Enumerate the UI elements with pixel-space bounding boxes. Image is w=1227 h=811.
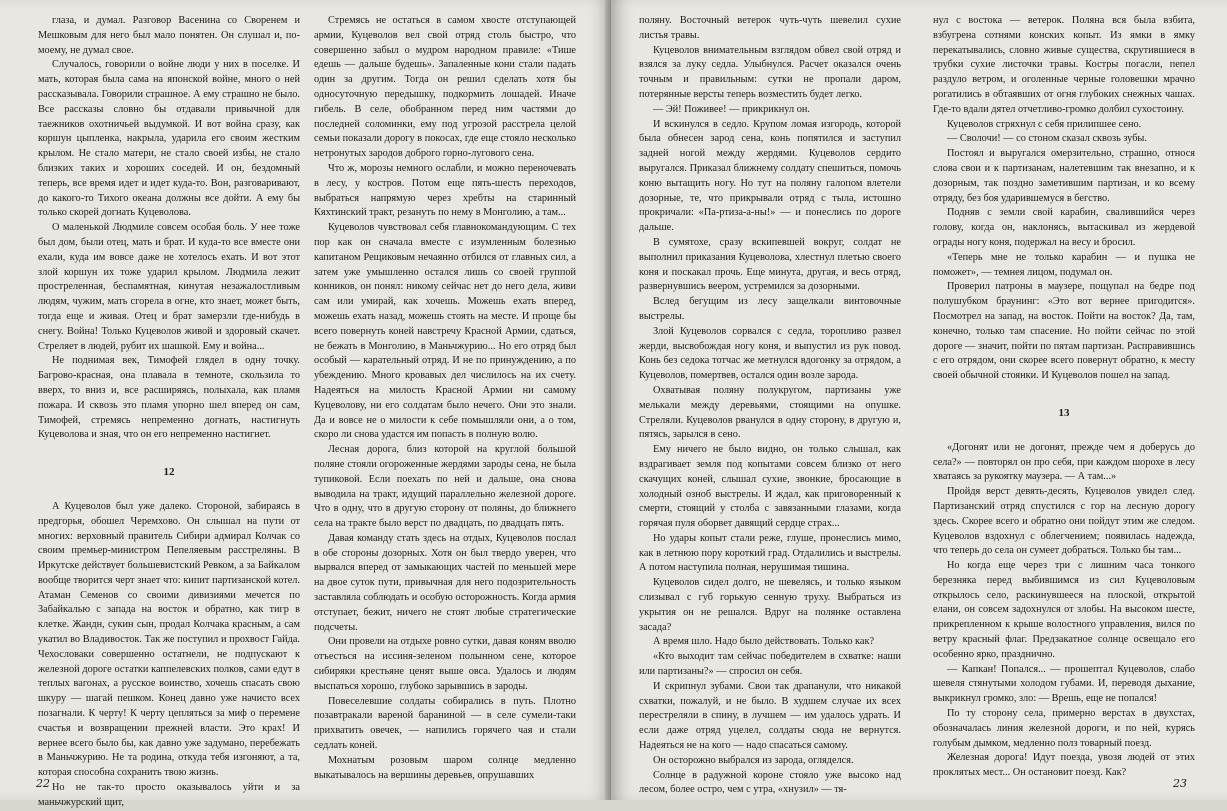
paragraph: Мохнатым розовым шаром солнце медленно выкатывалось на вершины деревьев, опрушавших (314, 754, 576, 781)
paragraph: Железная дорога! Идут поезда, увозя людей от этих проклятых мест... Он остановит поезд. Как? (933, 752, 1195, 779)
paragraph: Куцеволов внимательным взглядом обвел свой отряд и взялся за луку седла. Улыбнулся. Расчет оказался очень точным и правильным: сутки не пропали даром, потерянные версты теперь возместить будет легко. (639, 44, 901, 100)
paragraph: О маленькой Людмиле совсем особая боль. У нее тоже был дом, были отец, мать и брат. И куда-то все вместе они ехали, куда им вовсе даже не хотелось ехать. И вот этот злой коршун их тоже ударил крылом. Людмила лежит простреленная, беспамятная, кинутая незажалостливым людям, чужим, мать сгорела в огне, кто знает, может быть, тогда еще и живая. Отец и брат замерзли где-нибудь в снегу. Война! Только Куцеволов живой и здоровый скачет. Стреляет в людей, рубит их шашкой. Ему и война... (38, 222, 300, 352)
paragraph: И вскинулся в седло. Крупом ломая изгородь, которой была обнесен зарод сена, конь попятился и заступил задней ногой между жердями. Куцеволов сердито выругался. Приказал ближнему солдату спешиться, помочь коню вытащить ногу. Но тут на поляну галопом влетели дозорные, те, что прикрывали отряд с тыла, истошно прокричали: «Па-ртиза-а-ны!» — и понеслись по дороге дальше. (639, 118, 901, 234)
chapter-number: 12 (163, 466, 175, 479)
chapter-number: 13 (1058, 406, 1070, 419)
paragraph: нул с востока — ветерок. Поляна вся была взбита, взбугрена сотнями конских копыт. Из ямки в ямку перекатывались, словно живые существа, скрутившиеся в трубки сухие листочки травы. Костры погасли, пепел раздуло ветром, и оголенные черные головешки мрачно рогатились в обтаявших от огня глубоких снежных чашах. Где-то вдали дятел отчетливо-громко долбил сухостоину. (933, 15, 1195, 115)
paragraph: Давая команду стать здесь на отдых, Куцеволов послал в обе стороны дозорных. Хотя он был твердо уверен, что вырвался вперед от замыкающих частей по меньшей мере на двое суток пути, привычная для него подозрительность заставляла соблюдать и особую осторожность. Когда армия отступает, бежит, ничего не стоят любые стратегические подсчеты. (314, 532, 576, 633)
paragraph: поляну. Восточный ветерок чуть-чуть шевелил сухие листья травы. (639, 15, 901, 41)
paragraph: Стремясь не остаться в самом хвосте отступающей армии, Куцеволов вел свой отряд столь быстро, что совершенно забыл о мудром народном правиле: «Тише едешь — дальше будешь». Запаленные кони стали падать один за другим. Тогда он решил сделать хотя бы односуточную передышку, подкормить лошадей. Иначе гибель. В селе, обобранном перед ним частями до последней соломинки, ему под угрозой расстрела целой семьи показали дорогу в покосах, где еще стояло несколько нетронутых зародов доброго горно-лугового сена. (314, 15, 576, 160)
paragraph: — Сволочи! — со стоном сказал сквозь зубы. (947, 133, 1147, 145)
paragraph: — Эй! Поживее! — прикрикнул он. (653, 103, 810, 115)
paragraph: Пройдя верст девять-десять, Куцеволов увидел след. Партизанский отряд спустился с гор на лесную дорогу здесь. Скорее всего и обратно они пойдут этим же следом. Куцеволов вздохнул с облегчением; появилась надежда, что теперь до села он сумеет добраться. Только бы там... (933, 486, 1195, 557)
paragraph: По ту сторону села, примерно верстах в двухстах, обозначалась линия железной дороги, и по ней, курясь голубым дымком, медленно полз товарный поезд. (933, 708, 1195, 749)
paragraph: «Кто выходит там сейчас победителем в схватке: наши или партизаны?» — спросил он себя. (639, 651, 901, 678)
page-number-left: 22 (36, 777, 50, 790)
paragraph: А Куцеволов был уже далеко. Стороной, забираясь в предгорья, обошел Черемхово. Он слышал на пути от многих: верховный правитель Сибири адмирал Колчак со своим премьер-министром Пепеляевым расстреляны. В Иркутске действует большевистский Ревком, а за Байкалом вообще творится черт знает что: кипит партизанской котел. Атаман Семенов со своими дивизиями мечется по Забайкалью с запада на восток и обратно, как тигр в клетке. Жандн, сукин сын, продал Колчака красным, а сам укатил во Владивосток. Так же поступил и прохвост Гайда. Чехословаки совершенно остатнели, не подпускают к железной дороге остатки каппелевских полков, сами едут в теплых вагонах, а русское воинство, хочешь спасать свою шкуру — шагай пешком. Конец давно уже начисто всех позагнали. К черту! К черту цепляться за миф о перемене счастья и возвращении прежней власти. Это крах! И вернее всего было бы, как давно уже задумано, перебежать в Маньчжурию. Не та родина, откуда тебя изгоняют, а та, которая способна сохранить твою жизнь. (38, 500, 300, 779)
paragraph: Они провели на отдыхе ровно сутки, давая коням вволю отъесться на иссиня-зеленом полынном сене, которое сибиряки крестьяне ценят выше овса. Удалось и людям выспаться хорошо, глубоко зарывшись в зароды. (314, 636, 576, 692)
paragraph: Постоял и выругался омерзительно, страшно, относя слова свои и к партизанам, налетевшим так внезапно, и к дозорным, так поздно заметившим партизан, и ко всему отряду, без боя ударившемуся в бегство. (933, 148, 1195, 204)
right-page (611, 0, 1227, 800)
paragraph: В сумятохе, сразу вскипевшей вокруг, солдат не выполнил приказания Куцеволова, хлестнул плетью своего коня и поскакал прочь. Еще минута, другая, и весь отряд, развернувшись веером, устремился за дозорными. (639, 236, 901, 293)
paragraph: И скрипнул зубами. Свои так драпанули, что никакой схватки, пожалуй, и не было. В худшем случае их всех перестреляли в спину, в лучшем — им удалось удрать. И если даже отряд уцелел, солдаты сюда не вернутся. Надеяться не на кого — надо спасаться самому. (639, 680, 901, 752)
paragraph: Вслед бегущим из лесу защелкали винтовочные выстрелы. (639, 296, 901, 322)
left-page (0, 0, 611, 808)
paragraph: Случалось, говорили о войне люди у них в поселке. И мать, которая была сама на японской войне, много о ней рассказывала. Говорили страшное. А ему страшно не было. Все рассказы словно бы отдавали привычной для таежников охотничьей выдумкой. И вот война сразу, как коршун цыпленка, накрыла, ударила его своим жестким крылом. Не стало матери, не стало своей избы, не стало близких таких и хороших соседей. И он, бездомный теперь, все время идет и идет куда-то. Вон, разговаривают, до какого-то Тихого океана должны все дойти. А ему бы только скорей догнать Куцеволова. (38, 59, 300, 219)
paragraph: Но удары копыт стали реже, глуше, пронеслись мимо, как в летнюю пору короткий град. Отдалились и выстрелы. А потом наступила полная, нерушимая тишина. (639, 532, 901, 574)
paragraph: Что ж, морозы немного ослабли, и можно переночевать в лесу, у костров. Потом еще пять-шесть переходов, выбраться напрямую через хребты на старинный Кяхтинский тракт, резануть по нему в Монголию, а там... (314, 162, 576, 219)
paragraph: Лесная дорога, близ которой на круглой большой поляне стояли огороженные жердями зароды сена, не была тупиковой. Если поехать по ней и дальше, она снова выводила на тракт, идущий параллельно железной дороге. Что в одну, что в другую сторону от поляны, до ближнего села на тракте было верст по двадцать, по двадцать пять. (314, 444, 576, 530)
left-page-column-2 (314, 14, 576, 781)
paragraph: Солнце в радужной короне стояло уже высоко над лесом, более остро, чем с утра, «хнузил» — тя- (639, 769, 901, 796)
paragraph: Но когда еще через три с лишним часа тонкого березняка перед выбившимся из сил Куцеволовым открылось село, раскинувшееся на плоской, открытой елани, он совсем задохнулся от злобы. На высоком шесте, прикрепленном к крыше волостного управления, вился по ветру красный флаг. Предзакатное солнце освещало его особенно ярко, празднично. (933, 560, 1195, 660)
paragraph: Подняв с земли свой карабин, свалившийся через голову, когда он, наклонясь, вытаскивал из жердевой ограды ногу коня, подержал на весу и бросил. (933, 207, 1195, 248)
paragraph: Злой Куцеволов сорвался с седла, торопливо развел жерди, высвобождая ногу коня, и выпустил из рук повод. Конь без седока тотчас же метнулся вдогонку за отрядом, а Куцеволов, помертвев, остался один возле зарода. (639, 325, 901, 382)
paragraph: Он осторожно выбрался из зарода, огляделся. (653, 754, 854, 766)
paragraph: «Теперь мне не только карабин — и пушка не поможет», — темнея лицом, подумал он. (933, 251, 1195, 278)
right-page-column-1 (639, 14, 901, 796)
paragraph: Но не так-то просто оказывалось уйти и за маньчжурский щит, (38, 782, 300, 808)
paragraph: Проверил патроны в маузере, пощупал на бедре под полушубком браунинг: «Это вот вернее пригодится». Посмотрел на запад, на восток. Пойти на восток? Да, там, конечно, только там спасение. Но пойти сейчас по этой дороге — значит, пойти по пятам партизан. Расправившись с его отрядом, они скорее всего повернут обратно, к месту своей обычной стоянки. И Куцеволов пошел на запад. (933, 281, 1195, 382)
paragraph: — Капкан! Попался... — прошептал Куцеволов, слабо шевеля стянутыми холодом губами. И, переводя дыхание, выкрикнул громко, зло: — Врешь, еще не попался! (933, 663, 1195, 705)
page-number-right: 23 (1173, 777, 1187, 790)
paragraph: глаза, и думал. Разговор Васенина со Своренем и Мешковым для него был мало понятен. Он слушал и, по-моему, не думал свое. (38, 15, 300, 56)
paragraph: «Догонят или не догонят, прежде чем я доберусь до села?» — повторял он про себя, при каждом шорохе в лесу хватаясь за рукоятку маузера. — А там...» (933, 441, 1195, 483)
paragraph: Охватывая поляну полукругом, партизаны уже мелькали между деревьями, стоящими на опушке. Стреляли. Куцеволов рванулся в одну сторону, в другую и, пятясь, зарылся в сено. (639, 384, 901, 441)
paragraph: Куцеволов стряхнул с себя прилипшее сено. (947, 118, 1142, 130)
paragraph: Ему ничего не было видно, он только слышал, как вздрагивает земля под копытами совсем близко от него скачущих коней, слышал сухие, звонкие, бросающие в холодный озноб выстрелы. И ждал, как приговоренный к смерти, стоящий у столба с завязанными глазами, когда горячая пуля оборвет давящий сердце страх... (639, 444, 901, 530)
paragraph: А время шло. Надо было действовать. Только как? (653, 636, 875, 648)
paragraph: Не поднимая век, Тимофей глядел в одну точку. Багрово-красная, она плавала в темноте, скользила то вверх, то вниз и, все расширяясь, полыхала, как пламя пожара. И сквозь это пламя упорно шел вперед он сам, Тимофей, стремясь непременно догнать, настигнуть Куцеволова и зная, что он его непременно настигнет. (38, 355, 300, 441)
paragraph: Куцеволов сидел долго, не шевелясь, и только языком слизывал с губ горькую сенную труху. Выбраться из укрытия он не решался. Вдруг на полянке оставлена засада? (639, 577, 901, 633)
paragraph: Куцеволов чувствовал себя главнокомандующим. С тех пор как он сначала вместе с изумленным болезнью капитаном Рещиковым нечаянно отбился от главных сил, а затем уже умышленно остался лишь со своей группой конников, он понял: никому сейчас нет до него дела, живи сам или умирай, как хочешь. Можешь ехать вперед, можешь ехать назад, можешь стоять на месте. И проще бы всего повернуть коней навстречу Красной Армии, сдаться, не бежать в Монголию, в Маньчжурию... Но его отряд был особый — карательный отряд. И не по принуждению, а по убеждению. Много кровавых дел числилось на их счету. Надеяться на милость Красной Армии ни самому Куцеволову, ни его солдатам было нечего. Они это знали. Да и вовсе не о милости к себе помышляли они, а о том, скоро ли снова удастся им попасть в полную волю. (314, 222, 576, 441)
paragraph: Повеселевшие солдаты собирались в путь. Плотно позавтракали вареной бараниной — в селе сумели-таки прихватить овечек, — напились горячего чая и стали седлать коней. (314, 695, 576, 752)
right-page-column-2 (933, 14, 1195, 779)
